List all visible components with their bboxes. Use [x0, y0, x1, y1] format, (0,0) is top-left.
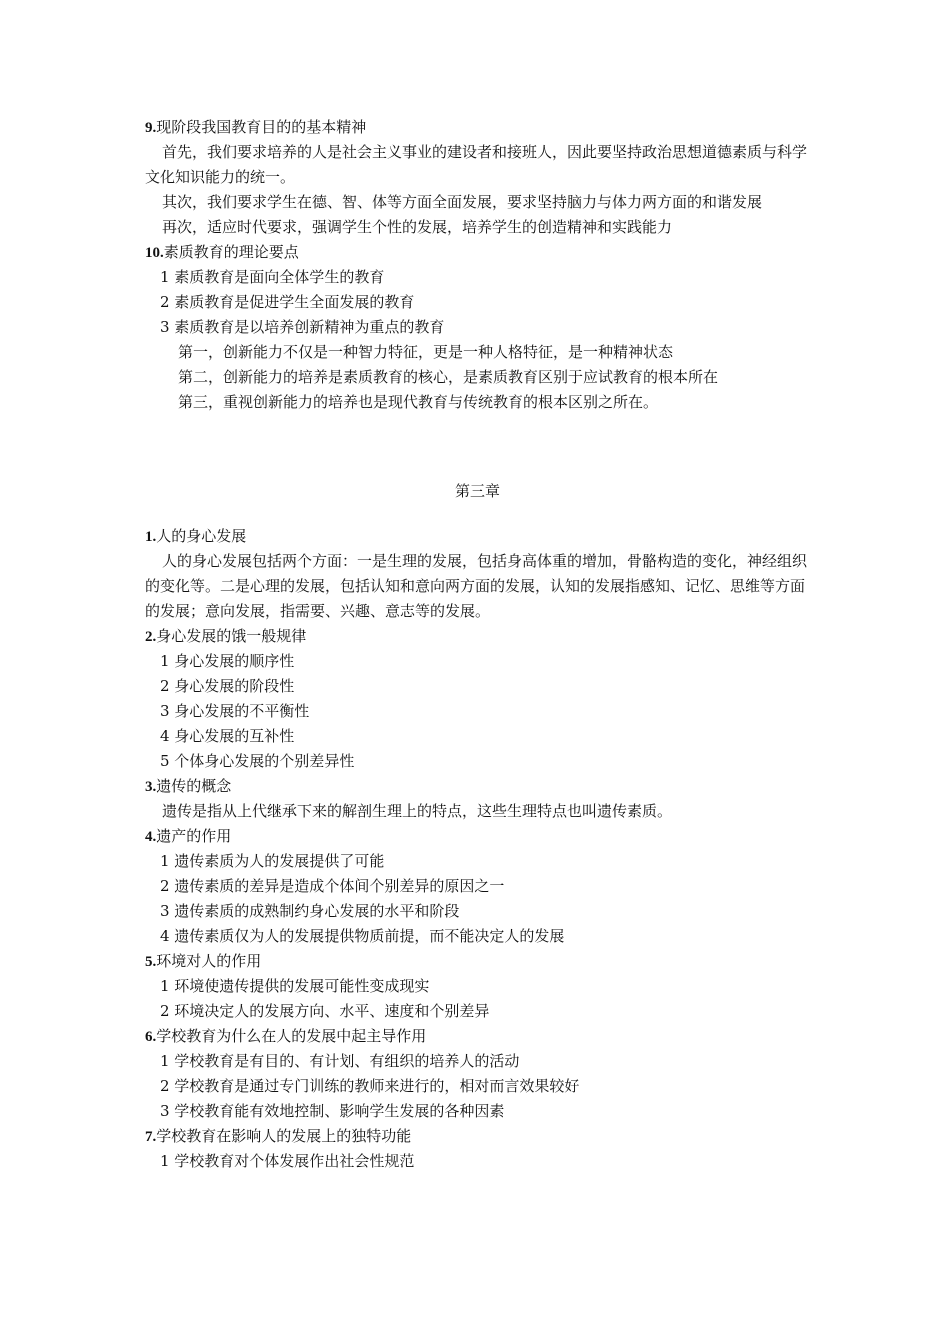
section-number: 3.	[145, 779, 157, 795]
section-heading	[145, 949, 810, 974]
section-title: 遗传的概念	[156, 777, 232, 795]
section-number: 4.	[145, 829, 157, 845]
section-title: 遗产的作用	[156, 827, 232, 845]
section-heading	[145, 624, 810, 649]
list-item: 2 遗传素质的差异是造成个体间个别差异的原因之一	[160, 877, 505, 895]
section-number: 9.	[145, 120, 157, 136]
section-number: 2.	[145, 629, 157, 645]
chapter-title: 第三章	[454, 482, 500, 500]
list-item: 3 学校教育能有效地控制、影响学生发展的各种因素	[160, 1102, 505, 1120]
section-title: 环境对人的作用	[156, 952, 262, 970]
section-number: 10.	[145, 245, 164, 261]
list-item: 2 素质教育是促进学生全面发展的教育	[160, 293, 415, 311]
section-heading	[145, 1124, 810, 1149]
list-item: 2 学校教育是通过专门训练的教师来进行的，相对而言效果较好	[160, 1077, 580, 1095]
sub-list-item: 第一，创新能力不仅是一种智力特征，更是一种人格特征，是一种精神状态	[178, 343, 674, 361]
list-item: 2 环境决定人的发展方向、水平、速度和个别差异	[160, 1002, 490, 1020]
section-heading	[145, 1024, 810, 1049]
section-title: 身心发展的饿一般规律	[156, 627, 307, 645]
paragraph: 遗传是指从上代继承下来的解剖生理上的特点，这些生理特点也叫遗传素质。	[162, 802, 673, 820]
sub-list-item: 第二，创新能力的培养是素质教育的核心，是素质教育区别于应试教育的根本所在	[178, 368, 719, 386]
list-item: 1 身心发展的顺序性	[160, 652, 295, 670]
section-title: 学校教育在影响人的发展上的独特功能	[156, 1127, 412, 1145]
list-item: 1 素质教育是面向全体学生的教育	[160, 268, 385, 286]
paragraph: 首先，我们要求培养的人是社会主义事业的建设者和接班人，因此要坚持政治思想道德素质与科学文化知识能力的统一。	[145, 143, 808, 186]
section-heading	[145, 524, 810, 549]
list-item: 3 遗传素质的成熟制约身心发展的水平和阶段	[160, 902, 460, 920]
section-title: 人的身心发展	[156, 527, 247, 545]
list-item: 1 学校教育是有目的、有计划、有组织的培养人的活动	[160, 1052, 520, 1070]
section-number: 6.	[145, 1029, 157, 1045]
list-item: 4 身心发展的互补性	[160, 727, 295, 745]
section-heading	[145, 240, 810, 265]
list-item: 1 遗传素质为人的发展提供了可能	[160, 852, 385, 870]
list-item: 2 身心发展的阶段性	[160, 677, 295, 695]
paragraph: 再次，适应时代要求，强调学生个性的发展，培养学生的创造精神和实践能力	[162, 218, 673, 236]
sub-list-item: 第三，重视创新能力的培养也是现代教育与传统教育的根本区别之所在。	[178, 393, 659, 411]
paragraph: 人的身心发展包括两个方面：一是生理的发展，包括身高体重的增加，骨骼构造的变化，神经组织的变化等。二是心理的发展，包括认知和意向两方面的发展，认知的发展指感知、记忆、思维等方面的发展；意向发展，指需要、兴趣、意志等的发展。	[145, 552, 808, 620]
paragraph: 其次，我们要求学生在德、智、体等方面全面发展，要求坚持脑力与体力两方面的和谐发展	[162, 193, 763, 211]
section-heading	[145, 774, 810, 799]
document-page	[145, 115, 810, 1174]
list-item: 1 学校教育对个体发展作出社会性规范	[160, 1152, 415, 1170]
section-title: 现阶段我国教育目的的基本精神	[156, 118, 367, 136]
section-title: 素质教育的理论要点	[163, 243, 299, 261]
section-number: 7.	[145, 1129, 157, 1145]
list-item: 4 遗传素质仅为人的发展提供物质前提，而不能决定人的发展	[160, 927, 565, 945]
section-number: 1.	[145, 529, 157, 545]
section-heading	[145, 824, 810, 849]
section-number: 5.	[145, 954, 157, 970]
list-item: 5 个体身心发展的个别差异性	[160, 752, 355, 770]
section-title: 学校教育为什么在人的发展中起主导作用	[156, 1027, 427, 1045]
section-heading	[145, 115, 810, 140]
list-item: 3 素质教育是以培养创新精神为重点的教育	[160, 318, 445, 336]
list-item: 3 身心发展的不平衡性	[160, 702, 310, 720]
list-item: 1 环境使遗传提供的发展可能性变成现实	[160, 977, 430, 995]
